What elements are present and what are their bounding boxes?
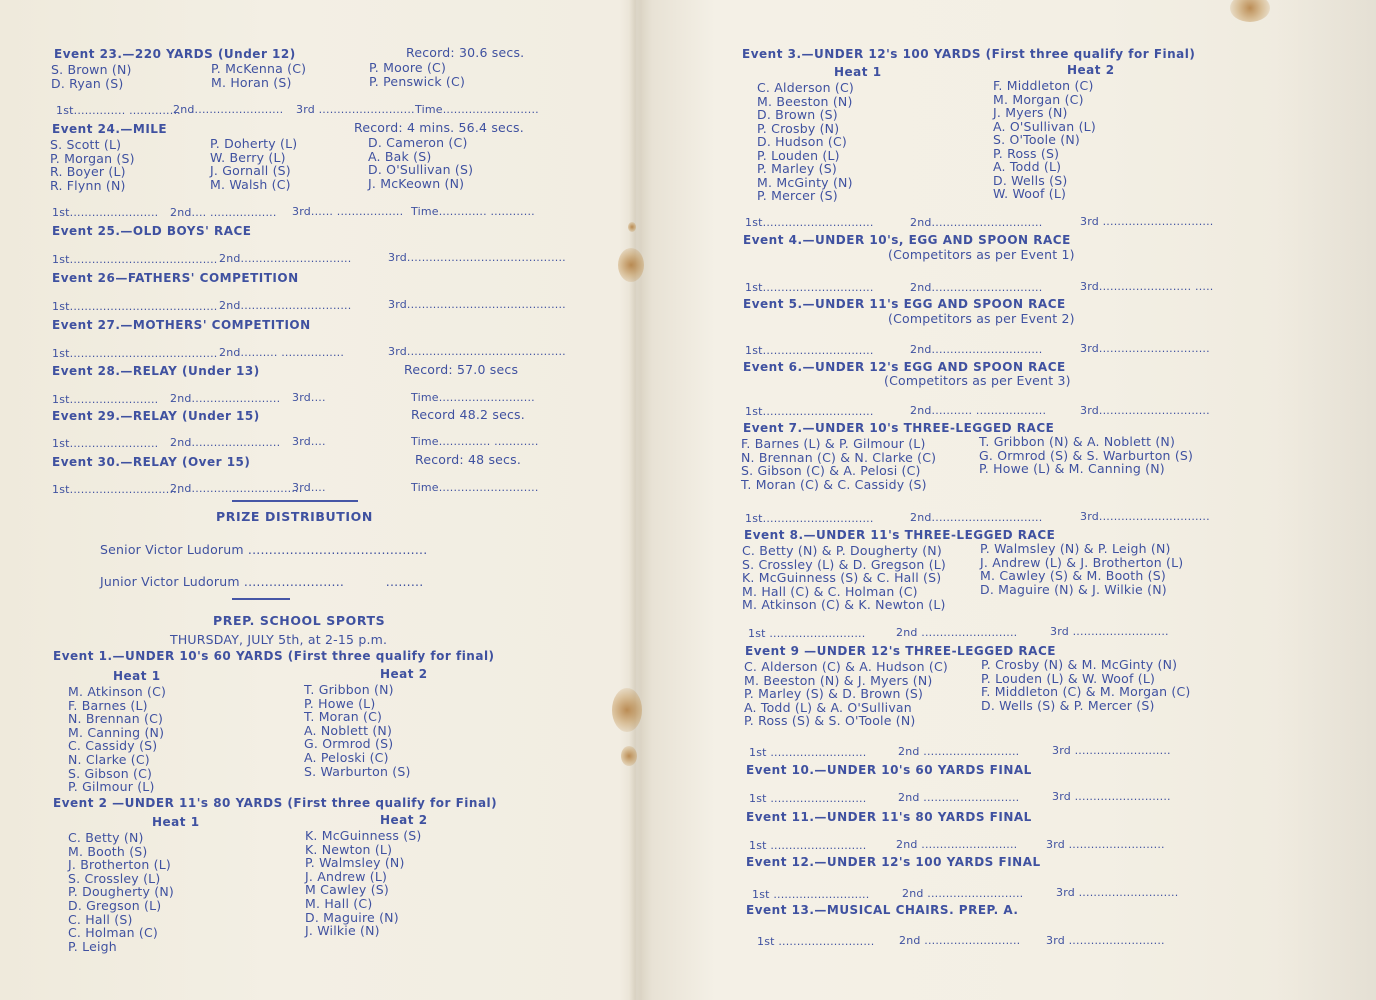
competitor-entry: A. O'Sullivan (L) [993, 118, 1096, 134]
competitor-entry: P. Gilmour (L) [68, 779, 155, 795]
competitor-entry: N. Clarke (C) [68, 752, 150, 767]
competitor-entry: N. Brennan (C) & N. Clarke (C) [741, 449, 937, 465]
result-second: 2nd.............................. [910, 511, 1043, 524]
result-second: 2nd........................ [170, 392, 281, 405]
result-first: 1st .......................... [757, 935, 875, 948]
competitor-entry: P. Mercer (S) [757, 188, 838, 203]
competitor-entry: C. Hall (S) [68, 911, 133, 927]
competitor-entry: M. Beeston (N) [757, 93, 853, 109]
competitor-entry: D. Maguire (N) [305, 909, 399, 925]
result-first: 1st.............................. [745, 405, 874, 418]
result-third: 3rd .......................... [1046, 838, 1165, 851]
result-third: 3rd .......................... [1052, 744, 1171, 757]
competitor-entry: W. Woof (L) [993, 186, 1067, 201]
result-third: 3rd .............................. [1080, 215, 1214, 228]
event-1-title: Event 1.—UNDER 10's 60 YARDS (First three qualify for final) [53, 649, 495, 663]
competitor-entry: P. Howe (L) & M. Canning (N) [979, 461, 1165, 477]
event-6-subtitle: (Competitors as per Event 3) [884, 373, 1071, 388]
event-25-title: Event 25.—OLD BOYS' RACE [52, 224, 252, 238]
event-6-title: Event 6.—UNDER 12's EGG AND SPOON RACE [743, 360, 1066, 374]
competitor-entry: R. Flynn (N) [50, 177, 126, 193]
competitor-entry: S. Crossley (L) [68, 870, 161, 886]
result-time: Time.......................... [415, 103, 539, 116]
section-divider [232, 500, 358, 502]
result-second: 2nd .......................... [898, 791, 1020, 804]
competitor-entry: M. Walsh (C) [210, 176, 291, 192]
event-7-title: Event 7.—UNDER 10's THREE-LEGGED RACE [743, 421, 1055, 435]
competitor-entry: M. Hall (C) & C. Holman (C) [742, 583, 918, 599]
competitor-entry: M. Atkinson (C) & K. Newton (L) [742, 597, 946, 613]
result-second: 2nd.............................. [219, 252, 352, 265]
competitor-entry: P. Ross (S) & S. O'Toole (N) [744, 713, 916, 729]
competitor-entry: S. Gibson (C) & A. Pelosi (C) [741, 463, 921, 479]
competitor-entry: P. Howe (L) [304, 695, 376, 711]
result-first: 1st .......................... [749, 792, 867, 805]
stain-mark [621, 746, 637, 766]
competitor-entry: D. Gregson (L) [68, 898, 162, 913]
competitor-entry: M. McGinty (N) [757, 174, 853, 190]
event-5-subtitle: (Competitors as per Event 2) [888, 311, 1075, 326]
event-30-record: Record: 48 secs. [415, 452, 522, 467]
result-first: 1st .......................... [749, 839, 867, 852]
competitor-entry: C. Alderson (C) & A. Hudson (C) [744, 659, 948, 674]
competitor-entry: M. Booth (S) [68, 843, 148, 859]
competitor-entry: J. Gornall (S) [210, 163, 291, 179]
competitor-entry: M. Horan (S) [211, 75, 292, 90]
senior-victor-ludorum: Senior Victor Ludorum ........................................... [100, 542, 428, 557]
result-second: 2nd.... .................. [170, 206, 277, 219]
competitor-entry: A. Todd (L) [993, 159, 1062, 174]
event-1-heat2: Heat 2 [380, 667, 428, 681]
result-third: 3rd ........................... [1056, 886, 1179, 899]
result-third: 3rd........................................... [388, 298, 566, 311]
result-time: Time.......................... [411, 391, 535, 404]
stain-mark [618, 248, 644, 282]
event-4-title: Event 4.—UNDER 10's, EGG AND SPOON RACE [743, 233, 1071, 247]
event-28-title: Event 28.—RELAY (Under 13) [52, 364, 260, 378]
event-2-title: Event 2 —UNDER 11's 80 YARDS (First three qualify for Final) [53, 796, 498, 810]
page-fold [629, 0, 643, 1000]
result-second: 2nd........................ [170, 436, 281, 449]
result-third: 3rd .......................... [1050, 625, 1169, 638]
competitor-entry: T. Moran (C) [304, 709, 383, 725]
competitor-entry: D. Maguire (N) & J. Wilkie (N) [980, 581, 1167, 597]
result-time: Time............. ............ [411, 205, 535, 218]
competitor-entry: S. Crossley (L) & D. Gregson (L) [742, 556, 947, 572]
competitor-entry: J. Andrew (L) [305, 868, 388, 884]
event-8-title: Event 8.—UNDER 11's THREE-LEGGED RACE [744, 528, 1056, 542]
event-5-title: Event 5.—UNDER 11's EGG AND SPOON RACE [743, 297, 1066, 311]
competitor-entry: P. Penswick (C) [369, 74, 466, 89]
result-third: 3rd...... .................. [292, 205, 404, 218]
competitor-entry: P. Ross (S) [993, 145, 1060, 161]
competitor-entry: P. Doherty (L) [210, 136, 298, 151]
result-first: 1st........................................ [52, 347, 218, 360]
event-13-title: Event 13.—MUSICAL CHAIRS. PREP. A. [746, 903, 1019, 917]
competitor-entry: P. Louden (L) & W. Woof (L) [981, 670, 1156, 686]
result-time: Time.............. ............ [411, 435, 539, 448]
event-3-title: Event 3.—UNDER 12's 100 YARDS (First three qualify for Final) [742, 47, 1196, 61]
result-first: 1st .......................... [752, 888, 870, 901]
section-divider [232, 598, 290, 600]
result-time: Time........................... [411, 481, 539, 494]
event-24-record: Record: 4 mins. 56.4 secs. [354, 120, 524, 135]
result-first: 1st.............................. [745, 512, 874, 525]
result-third: 3rd .......................... [1046, 934, 1165, 947]
result-third: 3rd.... [292, 481, 326, 494]
result-second: 2nd.............................. [219, 299, 352, 312]
result-third: 3rd .......................... [1052, 790, 1171, 803]
event-26-title: Event 26—FATHERS' COMPETITION [52, 271, 299, 285]
competitor-entry: D. Hudson (C) [757, 134, 847, 149]
competitor-entry: P. Morgan (S) [50, 150, 135, 166]
competitor-entry: D. Brown (S) [757, 107, 838, 122]
result-first: 1st.............................. [52, 483, 181, 496]
stain-mark [628, 222, 636, 232]
event-29-record: Record 48.2 secs. [411, 407, 525, 422]
competitor-entry: C. Alderson (C) [757, 80, 855, 95]
event-2-heat1: Heat 1 [152, 815, 200, 829]
competitor-entry: G. Ormrod (S) [304, 736, 394, 752]
competitor-entry: D. Ryan (S) [51, 76, 124, 91]
competitor-entry: M. Atkinson (C) [68, 684, 167, 699]
result-third: 3rd.............................. [1080, 404, 1210, 417]
result-third: 3rd........................................... [388, 345, 566, 358]
competitor-entry: M. Beeston (N) & J. Myers (N) [744, 672, 933, 688]
result-first: 1st........................ [52, 437, 159, 450]
competitor-entry: S. Scott (L) [50, 137, 122, 152]
competitor-entry: C. Cassidy (S) [68, 738, 158, 754]
result-second: 2nd.............................. [910, 281, 1043, 294]
competitor-entry: J. McKeown (N) [368, 175, 465, 191]
event-2-heat2: Heat 2 [380, 813, 428, 827]
competitor-entry: P. Louden (L) [757, 147, 840, 163]
result-second: 2nd.............................. [910, 216, 1043, 229]
result-first: 1st........................................ [52, 300, 218, 313]
competitor-entry: J. Myers (N) [993, 105, 1068, 120]
competitor-entry: G. Ormrod (S) & S. Warburton (S) [979, 447, 1194, 463]
event-9-title: Event 9 —UNDER 12's THREE-LEGGED RACE [745, 644, 1056, 658]
result-second: 2nd .......................... [898, 745, 1020, 758]
competitor-entry: M Cawley (S) [305, 882, 389, 898]
competitor-entry: S. O'Toole (N) [993, 132, 1081, 147]
prep-school-date: THURSDAY, JULY 5th, at 2-15 p.m. [170, 632, 388, 647]
result-second: 2nd.......... ................. [219, 346, 345, 359]
event-4-subtitle: (Competitors as per Event 1) [888, 247, 1075, 262]
event-11-title: Event 11.—UNDER 11's 80 YARDS FINAL [746, 810, 1032, 824]
competitor-entry: R. Boyer (L) [50, 164, 126, 180]
competitor-entry: J. Wilkie (N) [305, 923, 380, 939]
result-first: 1st.............................. [745, 344, 874, 357]
competitor-entry: F. Barnes (L) & P. Gilmour (L) [741, 436, 926, 451]
event-3-heat2: Heat 2 [1067, 63, 1115, 77]
competitor-entry: S. Gibson (C) [68, 765, 153, 781]
result-third: 3rd.... [292, 391, 326, 404]
competitor-entry: A. Bak (S) [368, 148, 432, 164]
event-30-title: Event 30.—RELAY (Over 15) [52, 455, 251, 469]
event-23-record: Record: 30.6 secs. [406, 45, 525, 60]
event-23-title: Event 23.—220 YARDS (Under 12) [54, 47, 296, 61]
competitor-entry: W. Berry (L) [210, 149, 286, 165]
result-third: 3rd .......................... [296, 103, 415, 116]
competitor-entry: C. Betty (N) [68, 830, 144, 845]
event-29-title: Event 29.—RELAY (Under 15) [52, 409, 260, 423]
result-second: 2nd .......................... [899, 934, 1021, 947]
event-27-title: Event 27.—MOTHERS' COMPETITION [52, 318, 311, 332]
competitor-entry: J. Brotherton (L) [68, 857, 171, 873]
result-second: 2nd .......................... [902, 887, 1024, 900]
competitor-entry: M. Hall (C) [305, 896, 373, 911]
result-first: 1st .......................... [748, 627, 866, 640]
competitor-entry: A. Todd (L) & A. O'Sullivan [744, 699, 912, 715]
result-first: 1st.............. .............. [56, 104, 181, 117]
result-third: 3rd.... [292, 435, 326, 448]
prep-school-heading: PREP. SCHOOL SPORTS [213, 613, 386, 628]
competitor-entry: D. Cameron (C) [368, 135, 468, 150]
result-first: 1st.............................. [745, 281, 874, 294]
result-second: 2nd.............................. [910, 343, 1043, 356]
result-first: 1st.............................. [745, 216, 874, 229]
competitor-entry: K. McGuinness (S) & C. Hall (S) [742, 570, 942, 586]
prize-distribution-heading: PRIZE DISTRIBUTION [216, 509, 373, 524]
competitor-entry: S. Brown (N) [51, 62, 132, 77]
junior-victor-ludorum: Junior Victor Ludorum ........................ ......... [100, 574, 424, 589]
competitor-entry: P. Crosby (N) & M. McGinty (N) [981, 657, 1178, 672]
result-second: 2nd .......................... [896, 626, 1018, 639]
result-first: 1st........................ [52, 393, 159, 406]
competitor-entry: C. Holman (C) [68, 925, 159, 941]
result-second: 2nd........................ [173, 103, 284, 116]
competitor-entry: K. McGuinness (S) [305, 828, 422, 843]
competitor-entry: N. Brennan (C) [68, 711, 164, 727]
competitor-entry: T. Gribbon (N) & A. Noblett (N) [979, 434, 1176, 449]
result-third: 3rd.............................. [1080, 342, 1210, 355]
event-28-record: Record: 57.0 secs [404, 362, 519, 377]
competitor-entry: T. Gribbon (N) [304, 682, 394, 697]
competitor-entry: D. O'Sullivan (S) [368, 162, 474, 178]
event-12-title: Event 12.—UNDER 12's 100 YARDS FINAL [746, 855, 1041, 869]
event-24-title: Event 24.—MILE [52, 122, 168, 136]
result-second: 2nd .......................... [896, 838, 1018, 851]
result-third: 3rd.............................. [1080, 510, 1210, 523]
result-first: 1st........................................ [52, 253, 218, 266]
competitor-entry: P. Walmsley (N) & P. Leigh (N) [980, 541, 1171, 556]
result-second: 2nd........... ................... [910, 404, 1047, 417]
competitor-entry: M. Morgan (C) [993, 91, 1084, 107]
competitor-entry: P. Walmsley (N) [305, 855, 405, 871]
competitor-entry: P. Leigh [68, 938, 117, 954]
competitor-entry: D. Wells (S) [993, 172, 1068, 188]
competitor-entry: F. Middleton (C) [993, 78, 1094, 93]
result-third: 3rd......................... ..... [1080, 280, 1214, 293]
competitor-entry: A. Peloski (C) [304, 750, 389, 765]
competitor-entry: T. Moran (C) & C. Cassidy (S) [741, 476, 927, 492]
event-1-heat1: Heat 1 [113, 669, 161, 683]
event-10-title: Event 10.—UNDER 10's 60 YARDS FINAL [746, 763, 1032, 777]
competitor-entry: P. Marley (S) & D. Brown (S) [744, 686, 924, 702]
competitor-entry: M. Cawley (S) & M. Booth (S) [980, 568, 1166, 584]
stain-mark [612, 688, 642, 732]
competitor-entry: M. Canning (N) [68, 724, 165, 740]
competitor-entry: F. Middleton (C) & M. Morgan (C) [981, 684, 1191, 700]
competitor-entry: K. Newton (L) [305, 841, 393, 857]
competitor-entry: P. Crosby (N) [757, 120, 840, 136]
competitor-entry: D. Wells (S) & P. Mercer (S) [981, 697, 1155, 713]
competitor-entry: C. Betty (N) & P. Dougherty (N) [742, 543, 942, 558]
result-third: 3rd........................................... [388, 251, 566, 264]
competitor-entry: P. McKenna (C) [211, 61, 307, 76]
competitor-entry: J. Andrew (L) & J. Brotherton (L) [980, 554, 1184, 570]
competitor-entry: P. Marley (S) [757, 161, 837, 176]
competitor-entry: P. Dougherty (N) [68, 884, 174, 900]
competitor-entry: F. Barnes (L) [68, 697, 148, 713]
competitor-entry: S. Warburton (S) [304, 763, 411, 779]
competitor-entry: P. Moore (C) [369, 60, 447, 75]
competitor-entry: A. Noblett (N) [304, 722, 393, 738]
result-second: 2nd.............................. [170, 482, 303, 495]
result-first: 1st........................ [52, 206, 159, 219]
result-first: 1st .......................... [749, 746, 867, 759]
event-3-heat1: Heat 1 [834, 65, 882, 79]
